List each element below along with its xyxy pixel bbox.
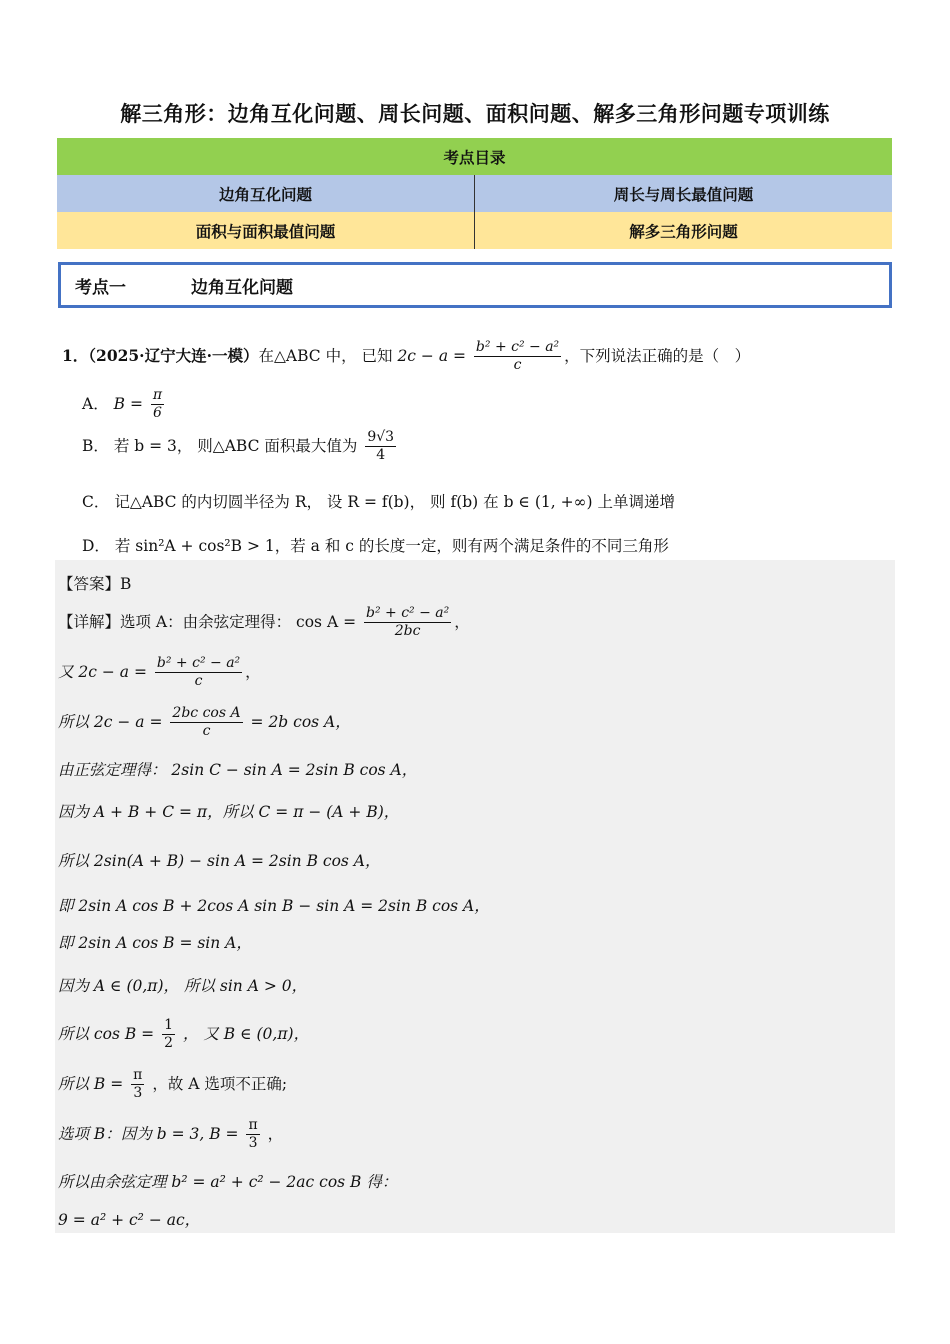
- option-label: D．: [82, 537, 110, 555]
- numerator: b² + c² − a²: [474, 340, 561, 357]
- detail-text: = 2b cos A，: [250, 712, 351, 731]
- detail-line: 因为 A ∈ (0,π)， 所以 sin A > 0，: [58, 977, 308, 995]
- question-text-b: ，下列说法正确的是（ ）: [564, 346, 751, 365]
- denominator: 2bc: [394, 623, 421, 640]
- detail-text: 【详解】选项 A：由余弦定理得： cos A =: [58, 612, 357, 631]
- option-label: B．: [82, 436, 109, 455]
- detail-line: [58, 1118, 283, 1152]
- fraction: [162, 1018, 175, 1052]
- denominator: 3: [248, 1135, 258, 1152]
- denominator: c: [513, 357, 522, 374]
- question-number: 1．: [62, 345, 89, 365]
- numerator: π: [131, 1068, 144, 1085]
- numerator: 9√3: [365, 430, 396, 447]
- numerator: b² + c² − a²: [155, 656, 242, 673]
- toc-item-area[interactable]: 面积与面积最值问题: [57, 212, 475, 249]
- numerator: b² + c² − a²: [364, 606, 451, 623]
- fraction: [155, 656, 242, 690]
- numerator: π: [151, 388, 164, 405]
- detail-line: 又 2c − a = $\frac{\text{b² + c² − a²}}{c}$ ，: [58, 655, 261, 690]
- denominator: c: [194, 673, 203, 690]
- fraction: [170, 706, 242, 740]
- toc-row: [57, 175, 892, 212]
- fraction: [474, 340, 561, 374]
- detail-line: 即 2sin A cos B + 2cos A sin B − sin A = 2sin B cos A，: [58, 897, 490, 915]
- detail-line: 由正弦定理得： 2sin C − sin A = 2sin B cos A，: [58, 761, 418, 779]
- detail-line: 所以由余弦定理 b² = a² + c² − 2ac cos B 得：: [58, 1173, 398, 1191]
- fraction: [364, 606, 451, 640]
- detail-text: ， 又 B ∈ (0,π)，: [182, 1024, 310, 1043]
- option-label: A．: [82, 394, 109, 413]
- section-number: 考点一: [75, 277, 126, 298]
- section-name: 边角互化问题: [191, 277, 293, 298]
- detail-line: [58, 1018, 309, 1052]
- detail-text: 又 2c − a =: [58, 662, 147, 681]
- detail-line: [58, 706, 351, 740]
- answer-line: 【答案】B: [58, 575, 132, 593]
- toc-row: [57, 212, 892, 249]
- section-header: [58, 262, 892, 308]
- toc-item-multi-triangle[interactable]: 解多三角形问题: [629, 221, 738, 241]
- question-source: （2025·辽宁大连·一模）: [88, 345, 259, 365]
- question-stem: [62, 340, 750, 374]
- detail-text: 所以 B =: [58, 1074, 124, 1093]
- toc-item-edge-angle[interactable]: 边角互化问题: [57, 175, 475, 212]
- detail-text: 所以 cos B =: [58, 1024, 155, 1043]
- denominator: 4: [376, 447, 386, 464]
- equation-lhs: 2c − a =: [397, 346, 466, 365]
- numerator: π: [246, 1118, 259, 1135]
- option-b[interactable]: [82, 430, 399, 464]
- fraction: [365, 430, 396, 464]
- denominator: c: [202, 723, 211, 740]
- detail-text: ，: [267, 1124, 284, 1143]
- denominator: 2: [164, 1035, 173, 1052]
- detail-line: 【详解】选项 A：由余弦定理得： cos A = $\frac{\text{b² + c² − a²}}{2bc}$ ，: [58, 605, 470, 640]
- option-text: B =: [113, 394, 143, 413]
- option-c[interactable]: [82, 490, 675, 512]
- numerator: 1: [162, 1018, 175, 1035]
- question-text-a: 在△ABC 中， 已知: [258, 346, 393, 365]
- detail-text: 选项 B：因为 b = 3, B =: [58, 1124, 239, 1143]
- detail-line: 9 = a² + c² − ac，: [58, 1211, 201, 1229]
- option-label: C．: [82, 493, 110, 511]
- denominator: 6: [153, 405, 162, 422]
- page-title: 解三角形：边角互化问题、周长问题、面积问题、解多三角形问题专项训练: [120, 101, 830, 126]
- toc-header-label: 考点目录: [443, 147, 506, 167]
- detail-text: 所以 2c − a =: [58, 712, 163, 731]
- toc-table: [57, 138, 892, 249]
- detail-line: 因为 A + B + C = π，所以 C = π − (A + B)，: [58, 803, 400, 821]
- detail-line: 即 2sin A cos B = sin A，: [58, 934, 252, 952]
- fraction: [151, 388, 164, 422]
- option-text: 记△ABC 的内切圆半径为 R， 设 R = f(b)， 则 f(b) 在 b ∈ (1, +∞) 上单调递增: [114, 493, 675, 511]
- option-text: 若 b = 3， 则△ABC 面积最大值为: [113, 436, 358, 455]
- fraction: [246, 1118, 259, 1152]
- option-text: 若 sin²A + cos²B > 1，若 a 和 c 的长度一定，则有两个满足条件的不同三角形: [114, 537, 669, 555]
- numerator: 2bc cos A: [170, 706, 242, 723]
- fraction: [131, 1068, 144, 1102]
- denominator: 3: [133, 1085, 143, 1102]
- toc-header: [57, 138, 892, 175]
- detail-line: 所以 2sin(A + B) − sin A = 2sin B cos A，: [58, 852, 381, 870]
- detail-line: [58, 1068, 287, 1102]
- option-a[interactable]: [82, 388, 167, 422]
- toc-item-perimeter[interactable]: 周长与周长最值问题: [613, 184, 754, 204]
- option-d[interactable]: [82, 534, 669, 556]
- detail-text: ，故 A 选项不正确;: [152, 1074, 288, 1093]
